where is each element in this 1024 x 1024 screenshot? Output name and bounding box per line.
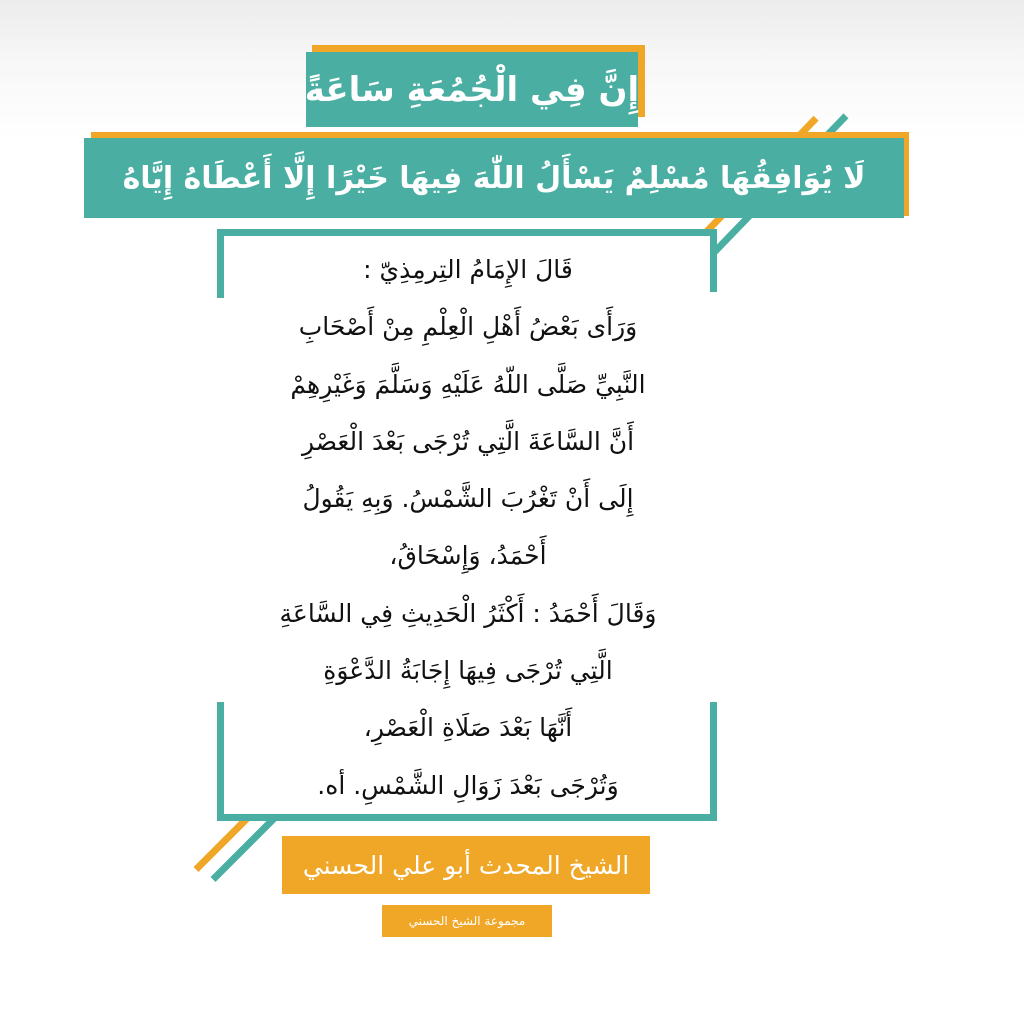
quote-body [225,241,711,814]
quote-line: الَّتِي تُرْجَى فِيهَا إِجَابَةُ الدَّعْوَةِ [323,656,613,686]
title-line-1: إِنَّ فِي الْجُمُعَةِ سَاعَةً [306,52,638,127]
quote-line: أَنَّ السَّاعَةَ الَّتِي تُرْجَى بَعْدَ الْعَصْرِ [301,426,635,456]
quote-line: وَتُرْجَى بَعْدَ زَوَالِ الشَّمْسِ. أه. [317,770,619,800]
quote-line: أَنَّهَا بَعْدَ صَلَاةِ الْعَصْرِ، [363,713,573,743]
quote-line: وَقَالَ أَحْمَدُ : أَكْثَرُ الْحَدِيثِ فِي السَّاعَةِ [279,598,657,628]
quote-line: النَّبِيِّ صَلَّى اللّهُ عَلَيْهِ وَسَلَّمَ وَغَيْرِهِمْ [290,369,646,399]
quote-line: أَحْمَدُ، وَإِسْحَاقُ، [389,541,547,571]
quote-line: قَالَ الإِمَامُ التِرمِذِيّ : [363,255,573,284]
quote-line: وَرَأَى بَعْضُ أَهْلِ الْعِلْمِ مِنْ أَصْحَابِ [298,312,638,342]
quote-line: إِلَى أَنْ تَغْرُبَ الشَّمْسُ. وَبِهِ يَقُولُ [302,484,634,514]
author-badge: الشيخ المحدث أبو علي الحسني [282,836,650,894]
title-line-2: لَا يُوَافِقُهَا مُسْلِمٌ يَسْأَلُ اللّٰهَ فِيهَا خَيْرًا إِلَّا أَعْطَاهُ إِيَّاهُ [84,138,904,218]
group-badge: مجموعة الشيخ الحسني [382,905,552,937]
